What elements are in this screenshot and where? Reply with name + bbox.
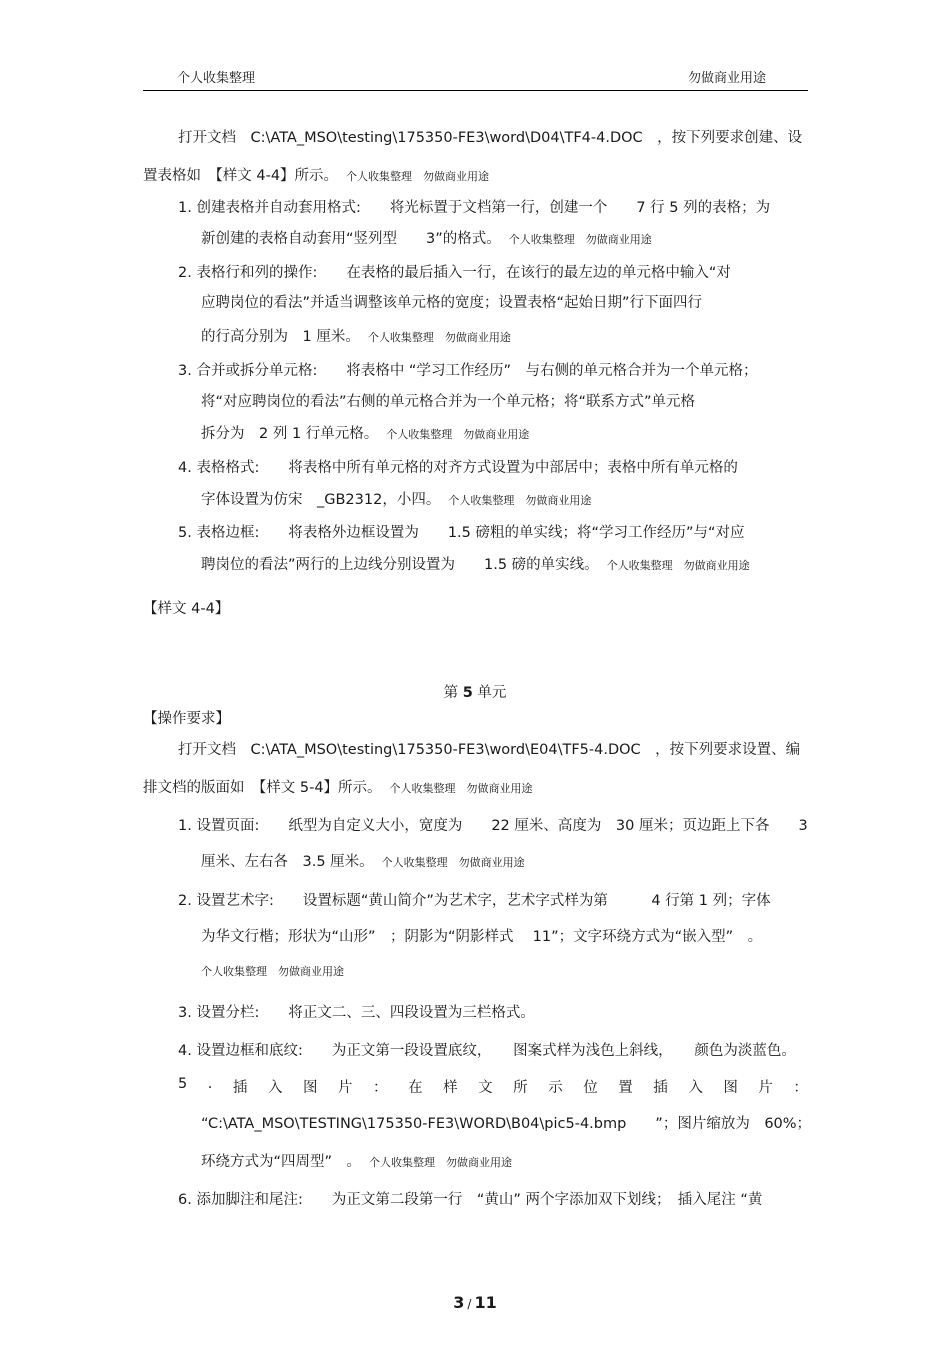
page-total: 11 <box>474 1293 497 1312</box>
page-separator: / <box>467 1297 472 1311</box>
s2-item4: 4. 设置边框和底纹: 为正文第一段设置底纹， 图案式样为浅色上斜线， 颜色为淡蓝色。 <box>178 1043 796 1059</box>
s2-item5-char: ： <box>793 1080 808 1096</box>
s2-item1-line2 <box>201 850 525 871</box>
unit-title-pre: 第 <box>443 685 463 701</box>
s1-note: 个人收集整理 勿做商业用途 <box>346 170 490 183</box>
header-rule <box>143 90 808 91</box>
s2-item5-char: ： <box>373 1080 388 1096</box>
s2-item5-char: 插 <box>232 1080 248 1096</box>
s1-note: 个人收集整理 勿做商业用途 <box>448 494 592 507</box>
sample-label-4-4: 【样文 4-4】 <box>143 601 230 617</box>
unit-title-post: 单元 <box>472 685 507 701</box>
s2-item5-char: 置 <box>618 1080 633 1096</box>
s2-item5-char: 入 <box>688 1080 703 1096</box>
page-current: 3 <box>453 1293 465 1312</box>
s2-item5-char: 在 <box>408 1080 423 1096</box>
s1-item3-line2: 将“对应聘岗位的看法”右侧的单元格合并为一个单元格；将“联系方式”单元格 <box>201 394 696 410</box>
s1-item2-line3 <box>201 325 511 346</box>
s1-item1-line2 <box>201 227 652 248</box>
s1-item2-line3-text: 的行高分别为 1 厘米。 <box>201 329 360 345</box>
s2-item5-char: 5 <box>178 1076 188 1092</box>
ops-label: 【操作要求】 <box>143 711 230 727</box>
s1-item3-line3-text: 拆分为 2 列 1 行单元格。 <box>201 426 379 442</box>
s1-item5-line2 <box>201 553 750 574</box>
s2-item6: 6. 添加脚注和尾注: 为正文第二段第一行 “黄山” 两个字添加双下划线； 插入尾注 “黄 <box>178 1192 763 1208</box>
s1-item4-line2 <box>201 488 591 509</box>
s2-item5-char: . <box>207 1076 213 1092</box>
s2-item5-char: 文 <box>478 1080 493 1096</box>
s2-note: 个人收集整理 勿做商业用途 <box>389 782 533 795</box>
s2-item5-char: 样 <box>443 1080 458 1096</box>
s2-item2-note: 个人收集整理 勿做商业用途 <box>201 965 344 978</box>
s1-item2-line1: 2. 表格行和列的操作: 在表格的最后插入一行，在该行的最左边的单元格中输入“对 <box>178 265 731 281</box>
s1-note: 个人收集整理 勿做商业用途 <box>367 331 511 344</box>
s1-item4-line2-text: 字体设置为仿宋 _GB2312，小四。 <box>201 492 441 508</box>
unit-title-number: 5 <box>462 685 473 701</box>
s2-item5-line2: “C:\ATA_MSO\TESTING\175350-FE3\WORD\B04\pic5-4.bmp ”；图片缩放为 60%； <box>201 1116 812 1132</box>
s1-item5-line1: 5. 表格边框: 将表格外边框设置为 1.5 磅粗的单实线；将“学习工作经历”与“对应 <box>178 525 745 541</box>
s2-item5-char: 图 <box>723 1080 738 1096</box>
s1-item5-line2-text: 聘岗位的看法”两行的上边线分别设置为 1.5 磅的单实线。 <box>201 557 599 573</box>
s1-item3-line1: 3. 合并或拆分单元格: 将表格中 “学习工作经历” 与右侧的单元格合并为一个单元格； <box>178 363 758 379</box>
s1-item1-line2-text: 新创建的表格自动套用“竖列型 3”的格式。 <box>201 231 501 247</box>
s2-item5-char: 所 <box>513 1080 528 1096</box>
page-number <box>0 1293 950 1312</box>
s1-note: 个人收集整理 勿做商业用途 <box>386 428 530 441</box>
s2-item5-char: 插 <box>653 1080 668 1096</box>
s2-item5-line1 <box>178 1076 808 1097</box>
s2-item5-char: 片 <box>338 1080 353 1096</box>
s2-item5-line3-text: 环绕方式为“四周型” 。 <box>201 1154 362 1170</box>
s2-item1-line2-text: 厘米、左右各 3.5 厘米。 <box>201 854 374 870</box>
unit-title <box>0 681 950 702</box>
s2-item5-char: 位 <box>583 1080 598 1096</box>
header-right: 勿做商业用途 <box>688 71 767 86</box>
s1-intro-line1: 打开文档 C:\ATA_MSO\testing\175350-FE3\word\D04\TF4-4.DOC ，按下列要求创建、设 <box>178 130 803 146</box>
s2-item5-line3 <box>201 1150 512 1171</box>
s2-item2-line2: 为华文行楷；形状为“山形” ；阴影为“阴影样式 11”；文字环绕方式为“嵌入型” 。 <box>201 929 763 945</box>
s2-item2-line1: 2. 设置艺术字: 设置标题“黄山简介”为艺术字，艺术字式样为第 4 行第 1 列；字体 <box>178 893 771 909</box>
s2-item5-char: 入 <box>267 1080 283 1096</box>
s2-note: 个人收集整理 勿做商业用途 <box>381 856 525 869</box>
s2-item5-char: 示 <box>548 1080 563 1096</box>
s1-item4-line1: 4. 表格格式: 将表格中所有单元格的对齐方式设置为中部居中；表格中所有单元格的 <box>178 460 738 476</box>
s2-intro-line1: 打开文档 C:\ATA_MSO\testing\175350-FE3\word\E04\TF5-4.DOC ，按下列要求设置、编 <box>178 742 801 758</box>
s2-item1-line1: 1. 设置页面: 纸型为自定义大小，宽度为 22 厘米、高度为 30 厘米；页边距上下各 3 <box>178 818 808 834</box>
s2-note: 个人收集整理 勿做商业用途 <box>369 1156 513 1169</box>
s1-item3-line3 <box>201 422 529 443</box>
s2-item5-char: 图 <box>302 1080 318 1096</box>
s1-item1-line1: 1. 创建表格并自动套用格式: 将光标置于文档第一行，创建一个 7 行 5 列的表格；为 <box>178 200 771 216</box>
s1-item2-line2: 应聘岗位的看法”并适当调整该单元格的宽度；设置表格“起始日期”行下面四行 <box>201 295 703 311</box>
s1-intro-line2 <box>143 164 489 185</box>
header-left: 个人收集整理 <box>177 71 256 86</box>
s2-item5-char: 片 <box>758 1080 773 1096</box>
s2-item3: 3. 设置分栏: 将正文二、三、四段设置为三栏格式。 <box>178 1005 535 1021</box>
s2-intro-line2-text: 排文档的版面如 【样文 5-4】所示。 <box>143 780 382 796</box>
s1-note: 个人收集整理 勿做商业用途 <box>508 233 652 246</box>
s1-intro-line2-text: 置表格如 【样文 4-4】所示。 <box>143 168 339 184</box>
s1-note: 个人收集整理 勿做商业用途 <box>606 559 750 572</box>
s2-intro-line2 <box>143 776 533 797</box>
